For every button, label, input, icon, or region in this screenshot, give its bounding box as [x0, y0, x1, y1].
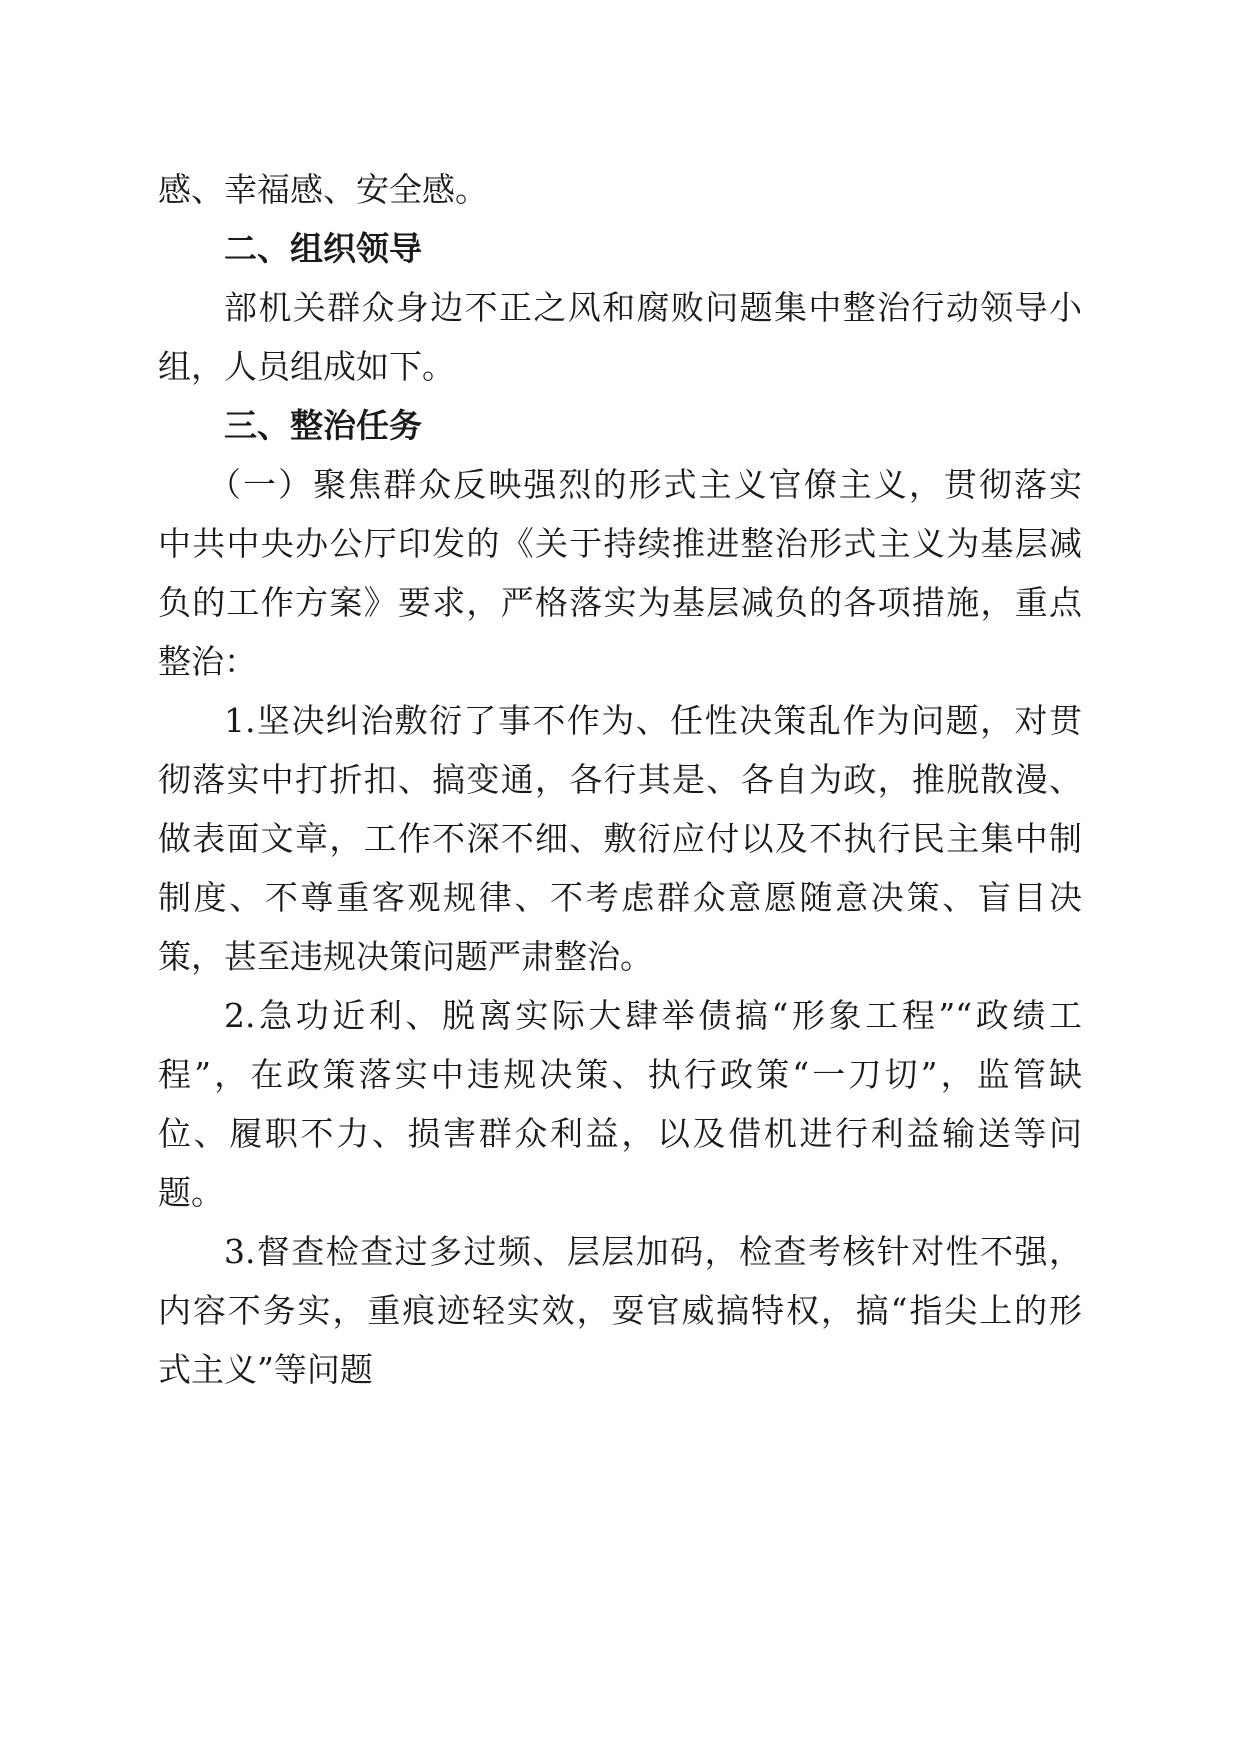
paragraph-line: （一）聚焦群众反映强烈的形式主义官僚主义，贯彻落实	[208, 465, 1082, 504]
paragraph-line: 2.急功近利、脱离实际大肆举债搞“形象工程”“政绩工	[224, 996, 1082, 1035]
paragraph-line: 整治：	[158, 642, 257, 681]
paragraph-line: 做表面文章，工作不深不细、敷衍应付以及不执行民主集中制	[158, 819, 1082, 858]
section-heading-organization: 二、组织领导	[224, 229, 422, 268]
paragraph-line: 负的工作方案》要求，严格落实为基层减负的各项措施，重点	[158, 583, 1082, 622]
paragraph-line: 3.督查检查过多过频、层层加码，检查考核针对性不强，	[224, 1232, 1082, 1271]
paragraph-line: 位、履职不力、损害群众利益，以及借机进行利益输送等问	[158, 1114, 1082, 1153]
paragraph-line: 策，甚至违规决策问题严肃整治。	[158, 937, 653, 976]
paragraph-line: 1.坚决纠治敷衍了事不作为、任性决策乱作为问题，对贯	[224, 701, 1082, 740]
paragraph-line: 部机关群众身边不正之风和腐败问题集中整治行动领导小	[224, 288, 1082, 327]
paragraph-line: 内容不务实，重痕迹轻实效，耍官威搞特权，搞“指尖上的形	[158, 1291, 1082, 1330]
paragraph-line: 彻落实中打折扣、搞变通，各行其是、各自为政，推脱散漫、	[158, 760, 1082, 799]
paragraph-line: 组，人员组成如下。	[158, 347, 455, 386]
paragraph-line: 题。	[158, 1173, 224, 1212]
section-heading-tasks: 三、整治任务	[224, 406, 422, 445]
paragraph-line: 式主义”等问题	[158, 1350, 373, 1389]
paragraph-line: 中共中央办公厅印发的《关于持续推进整治形式主义为基层减	[158, 524, 1082, 563]
paragraph-line: 感、幸福感、安全感。	[158, 170, 488, 209]
paragraph-line: 制度、不尊重客观规律、不考虑群众意愿随意决策、盲目决	[158, 878, 1082, 917]
paragraph-line: 程”，在政策落实中违规决策、执行政策“一刀切”，监管缺	[158, 1055, 1082, 1094]
